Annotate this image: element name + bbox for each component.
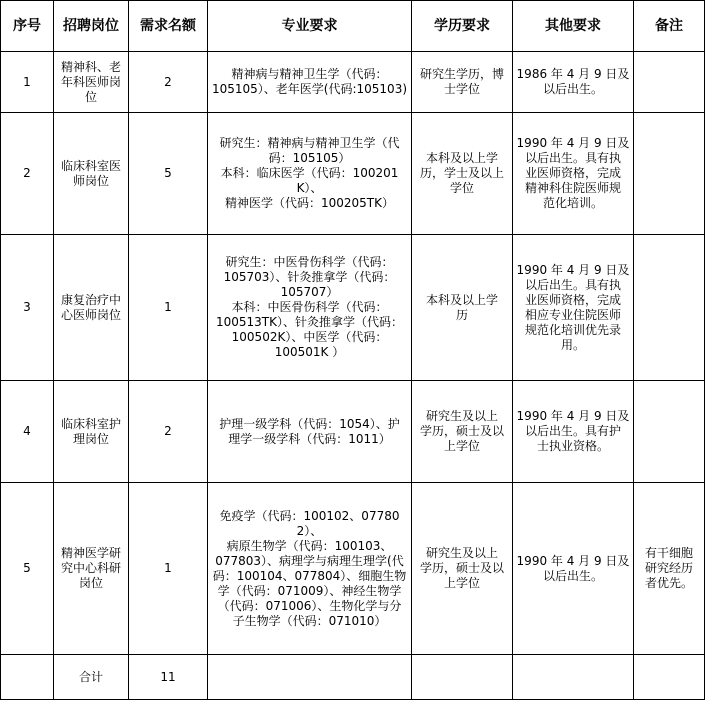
cell-other: 1990 年 4 月 9 日及 以后出生。具有执 业医师资格，完成 相应专业住院医师 规范化培训优先录 用。: [513, 235, 634, 381]
cell-no: 1: [1, 52, 54, 113]
header-no: 序号: [1, 1, 54, 52]
cell-note: 有干细胞 研究经历 者优先。: [634, 483, 705, 655]
cell-quota: 2: [129, 381, 208, 483]
cell-major: 精神病与精神卫生学（代码： 105105）、老年医学(代码:105103): [208, 52, 412, 113]
cell-post: 康复治疗中 心医师岗位: [54, 235, 129, 381]
cell-no: 5: [1, 483, 54, 655]
cell-quota: 1: [129, 235, 208, 381]
table-row: [1, 483, 705, 655]
cell-other: 1990 年 4 月 9 日及 以后出生。: [513, 483, 634, 655]
cell-degree: 研究生及以上 学历，硕士及以 上学位: [412, 381, 513, 483]
header-quota: 需求名额: [129, 1, 208, 52]
cell-other: 1986 年 4 月 9 日及 以后出生。: [513, 52, 634, 113]
cell-quota: 2: [129, 52, 208, 113]
table-row: [1, 381, 705, 483]
total-empty-other: [513, 655, 634, 700]
cell-post: 精神科、老 年科医师岗 位: [54, 52, 129, 113]
cell-note: [634, 113, 705, 235]
cell-major: 护理一级学科（代码：1054）、护 理学一级学科（代码：1011）: [208, 381, 412, 483]
header-note: 备注: [634, 1, 705, 52]
header-degree: 学历要求: [412, 1, 513, 52]
cell-major: 免疫学（代码：100102、077802）、 病原生物学（代码：100103、 077803）、病理学与病理生理学(代 码：100104、077804）、细胞生物 学（代码：071009）、神经生物学 （代码：071006）、生物化学与分 子生物学（代码：071010）: [208, 483, 412, 655]
cell-degree: 本科及以上学 历: [412, 235, 513, 381]
total-empty-major: [208, 655, 412, 700]
table-row: [1, 52, 705, 113]
cell-post: 临床科室医 师岗位: [54, 113, 129, 235]
header-row: [1, 1, 705, 52]
cell-note: [634, 235, 705, 381]
cell-other: 1990 年 4 月 9 日及 以后出生。具有执 业医师资格，完成 精神科住院医师规 范化培训。: [513, 113, 634, 235]
cell-degree: 研究生及以上 学历，硕士及以 上学位: [412, 483, 513, 655]
header-major: 专业要求: [208, 1, 412, 52]
cell-no: 2: [1, 113, 54, 235]
cell-quota: 1: [129, 483, 208, 655]
table-row: [1, 113, 705, 235]
cell-note: [634, 52, 705, 113]
cell-quota: 5: [129, 113, 208, 235]
total-empty-note: [634, 655, 705, 700]
cell-degree: 研究生学历，博 士学位: [412, 52, 513, 113]
total-empty-degree: [412, 655, 513, 700]
cell-post: 精神医学研 究中心科研 岗位: [54, 483, 129, 655]
total-row: [1, 655, 705, 700]
cell-no: 4: [1, 381, 54, 483]
total-no-empty: [1, 655, 54, 700]
total-label: 合计: [54, 655, 129, 700]
total-quota: 11: [129, 655, 208, 700]
cell-other: 1990 年 4 月 9 日及 以后出生。具有护 士执业资格。: [513, 381, 634, 483]
cell-degree: 本科及以上学 历，学士及以上 学位: [412, 113, 513, 235]
cell-major: 研究生：中医骨伤科学（代码： 105703）、针灸推拿学（代码： 105707） 本科：中医骨伤科学（代码： 100513TK）、针灸推拿学（代码： 100502K）、中医学（代码： 100501K ）: [208, 235, 412, 381]
table-row: [1, 235, 705, 381]
cell-no: 3: [1, 235, 54, 381]
header-other: 其他要求: [513, 1, 634, 52]
cell-post: 临床科室护 理岗位: [54, 381, 129, 483]
header-post: 招聘岗位: [54, 1, 129, 52]
cell-note: [634, 381, 705, 483]
cell-major: 研究生：精神病与精神卫生学（代 码：105105） 本科：临床医学（代码：100201K）、 精神医学（代码：100205TK）: [208, 113, 412, 235]
